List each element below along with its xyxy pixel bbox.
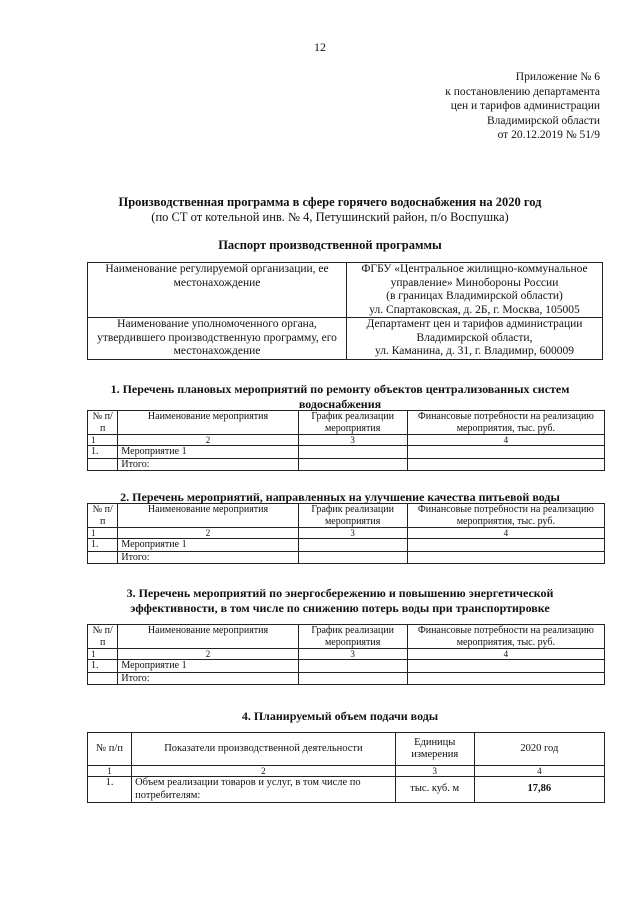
section3-title (80, 586, 600, 615)
table-header-row (88, 504, 605, 528)
cell-empty (298, 446, 407, 459)
appendix-line: от 20.12.2019 № 51/9 (497, 129, 600, 141)
col-number: 2 (118, 435, 298, 446)
cell-empty (298, 672, 407, 685)
cell-empty (298, 660, 407, 673)
row-name: Мероприятие 1 (118, 539, 298, 552)
table-row (88, 660, 605, 673)
table-header-row (88, 733, 605, 766)
col-number: 4 (407, 435, 604, 446)
header-name: Наименование мероприятия (118, 625, 298, 649)
appendix-line: к постановлению департамента (445, 85, 600, 98)
passport-title: Паспорт производственной программы (218, 238, 442, 252)
col-number: 3 (298, 528, 407, 539)
col-number: 2 (118, 649, 298, 660)
passport-table (87, 262, 603, 360)
table-row (88, 777, 605, 803)
table-row (88, 551, 605, 564)
table-header-row (88, 625, 605, 649)
row-num: 1. (88, 660, 118, 673)
section4-title: 4. Планируемый объем подачи воды (241, 709, 439, 723)
passport-value-line: Владимирской области, (416, 331, 533, 344)
row-name: Мероприятие 1 (118, 660, 298, 673)
passport-value (347, 318, 603, 360)
col-number: 4 (474, 766, 604, 777)
row-total: Итого: (118, 551, 298, 564)
section1-title (80, 382, 600, 411)
col-number: 3 (395, 766, 474, 777)
row-total: Итого: (118, 672, 298, 685)
cell-empty (407, 458, 604, 471)
col-number: 2 (118, 528, 298, 539)
table-row (88, 458, 605, 471)
col-number: 1 (88, 766, 132, 777)
document-title (60, 195, 600, 225)
header-finance: Финансовые потребности на реализацию мероприятия, тыс. руб. (407, 625, 604, 649)
cell-empty (407, 672, 604, 685)
header-indicator: Показатели производственной деятельности (132, 733, 396, 766)
cell-empty (88, 672, 118, 685)
cell-empty (407, 551, 604, 564)
cell-empty (298, 551, 407, 564)
header-num: № п/п (88, 504, 118, 528)
col-number: 1 (88, 649, 118, 660)
appendix-block (445, 70, 600, 143)
passport-value-line: Департамент цен и тарифов администрации (366, 318, 583, 330)
cell-empty (298, 458, 407, 471)
cell-empty (88, 551, 118, 564)
col-number: 1 (88, 528, 118, 539)
table-row (88, 318, 603, 360)
section3-table (87, 624, 605, 685)
passport-label: Наименование уполномоченного органа, утвердившего производственную программу, его местонахождение (88, 318, 347, 360)
section2-table (87, 503, 605, 564)
header-finance: Финансовые потребности на реализацию мероприятия, тыс. руб. (407, 504, 604, 528)
table-row (88, 446, 605, 459)
passport-value-line: (в границах Владимирской области) (386, 290, 563, 302)
cell-empty (407, 539, 604, 552)
header-num: № п/п (88, 733, 132, 766)
col-number: 3 (298, 435, 407, 446)
passport-value-line: ФГБУ «Центральное жилищно-коммунальное (361, 263, 588, 275)
row-name: Мероприятие 1 (118, 446, 298, 459)
passport-value-line: ул. Каманина, д. 31, г. Владимир, 600009 (375, 345, 574, 357)
section4-table (87, 732, 605, 803)
table-row (88, 539, 605, 552)
appendix-line: цен и тарифов администрации (450, 100, 600, 112)
header-schedule: График реализации мероприятия (298, 625, 407, 649)
table-row (88, 672, 605, 685)
passport-label: Наименование регулируемой организации, ее местонахождение (88, 263, 347, 318)
row-unit: тыс. куб. м (395, 777, 474, 803)
section-title-line: водоснабжения (298, 396, 382, 411)
title-sub: (по СТ от котельной инв. № 4, Петушинский район, п/о Воспушка) (151, 210, 509, 224)
header-name: Наименование мероприятия (118, 504, 298, 528)
section-title-line: 1. Перечень плановых мероприятий по ремонту объектов централизованных систем (110, 382, 570, 396)
row-value: 17,86 (474, 777, 604, 803)
title-main: Производственная программа в сфере горячего водоснабжения на 2020 год (118, 195, 542, 209)
header-num: № п/п (88, 411, 118, 435)
page-number: 12 (314, 40, 326, 54)
row-num: 1. (88, 777, 132, 803)
section-title-line: 3. Перечень мероприятий по энергосбережению и повышению энергетической (126, 586, 554, 600)
section2-title: 2. Перечень мероприятий, направленных на улучшение качества питьевой воды (120, 490, 560, 504)
table-row (88, 263, 603, 318)
table-row (88, 649, 605, 660)
table-row (88, 435, 605, 446)
col-number: 3 (298, 649, 407, 660)
header-name: Наименование мероприятия (118, 411, 298, 435)
appendix-line: Владимирской области (486, 114, 600, 127)
cell-empty (88, 458, 118, 471)
row-num: 1. (88, 539, 118, 552)
section-title-line: эффективности, в том числе по снижению потерь воды при транспортировке (130, 600, 550, 615)
table-row (88, 766, 605, 777)
header-num: № п/п (88, 625, 118, 649)
appendix-line: Приложение № 6 (515, 71, 600, 83)
col-number: 1 (88, 435, 118, 446)
cell-empty (407, 446, 604, 459)
table-header-row (88, 411, 605, 435)
header-unit: Единицы измерения (395, 733, 474, 766)
passport-value-line: ул. Спартаковская, д. 2Б, г. Москва, 105005 (369, 303, 580, 316)
header-finance: Финансовые потребности на реализацию мероприятия, тыс. руб. (407, 411, 604, 435)
header-year: 2020 год (474, 733, 604, 766)
table-row (88, 528, 605, 539)
header-schedule: График реализации мероприятия (298, 504, 407, 528)
col-number: 4 (407, 528, 604, 539)
row-num: 1. (88, 446, 118, 459)
cell-empty (407, 660, 604, 673)
cell-empty (298, 539, 407, 552)
col-number: 2 (132, 766, 396, 777)
passport-value (347, 263, 603, 318)
col-number: 4 (407, 649, 604, 660)
passport-value-line: управление» Минобороны России (390, 276, 559, 289)
row-indicator: Объем реализации товаров и услуг, в том числе по потребителям: (132, 777, 396, 803)
section1-table (87, 410, 605, 471)
row-total: Итого: (118, 458, 298, 471)
header-schedule: График реализации мероприятия (298, 411, 407, 435)
